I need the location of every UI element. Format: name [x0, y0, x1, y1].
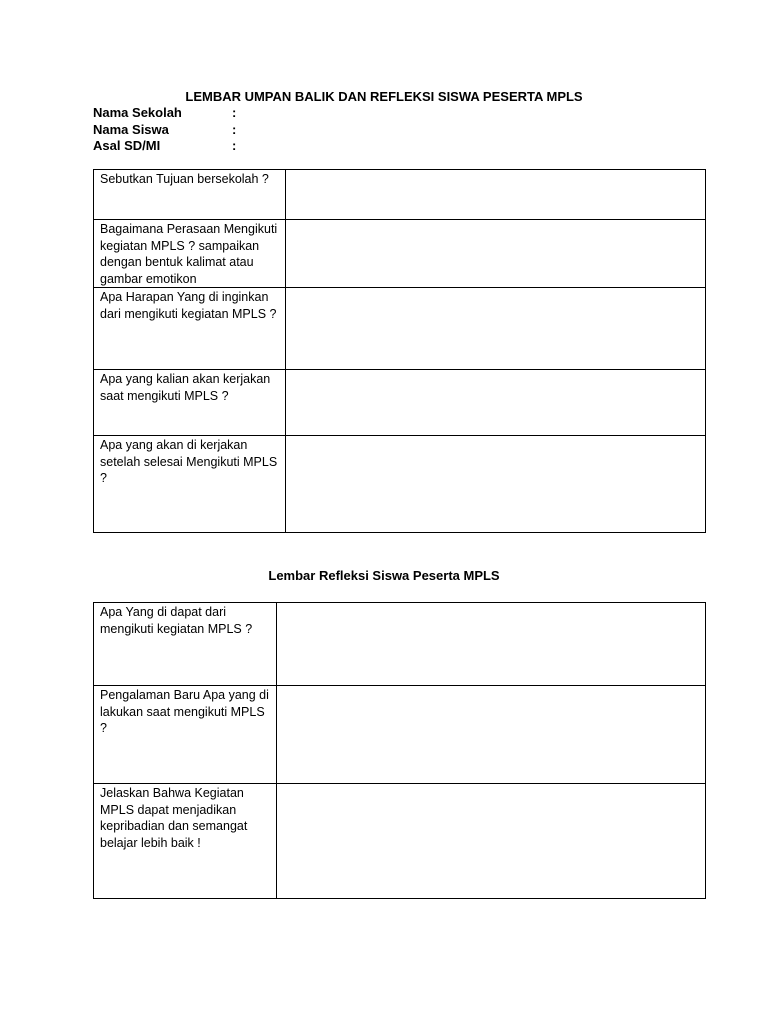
info-separator: : [232, 138, 237, 153]
question-cell: Apa yang kalian akan kerjakan saat mengikuti MPLS ? [94, 370, 286, 436]
reflection-title: Lembar Refleksi Siswa Peserta MPLS [268, 568, 500, 583]
answer-cell[interactable] [277, 603, 706, 686]
info-row-school [93, 105, 242, 122]
info-label: Asal SD/MI [93, 138, 161, 153]
answer-cell[interactable] [286, 220, 706, 288]
answer-cell[interactable] [286, 370, 706, 436]
student-info [93, 105, 242, 155]
answer-cell[interactable] [277, 686, 706, 784]
question-cell: Jelaskan Bahwa Kegiatan MPLS dapat menjadikan kepribadian dan semangat belajar lebih baik ! [94, 784, 277, 899]
answer-cell[interactable] [277, 784, 706, 899]
table-row [94, 370, 706, 436]
feedback-table [93, 169, 706, 533]
table-row [94, 170, 706, 220]
question-cell: Sebutkan Tujuan bersekolah ? [94, 170, 286, 220]
info-label: Nama Sekolah [93, 105, 182, 120]
question-cell: Bagaimana Perasaan Mengikuti kegiatan MPLS ? sampaikan dengan bentuk kalimat atau gambar emotikon [94, 220, 286, 288]
question-cell: Apa Yang di dapat dari mengikuti kegiatan MPLS ? [94, 603, 277, 686]
table-row [94, 288, 706, 370]
table-row [94, 436, 706, 533]
table-row [94, 784, 706, 899]
table-row [94, 603, 706, 686]
reflection-table [93, 602, 706, 899]
document-title: LEMBAR UMPAN BALIK DAN REFLEKSI SISWA PESERTA MPLS [185, 89, 583, 104]
info-separator: : [232, 105, 237, 120]
table-row [94, 220, 706, 288]
info-label: Nama Siswa [93, 121, 169, 137]
info-row-student [93, 122, 242, 139]
answer-cell[interactable] [286, 288, 706, 370]
answer-cell[interactable] [286, 170, 706, 220]
question-cell: Apa yang akan di kerjakan setelah selesai Mengikuti MPLS ? [94, 436, 286, 533]
info-separator: : [232, 121, 237, 137]
question-cell: Pengalaman Baru Apa yang di lakukan saat mengikuti MPLS ? [94, 686, 277, 784]
question-cell: Apa Harapan Yang di inginkan dari mengikuti kegiatan MPLS ? [94, 288, 286, 370]
table-row [94, 686, 706, 784]
info-row-origin [93, 138, 242, 155]
answer-cell[interactable] [286, 436, 706, 533]
